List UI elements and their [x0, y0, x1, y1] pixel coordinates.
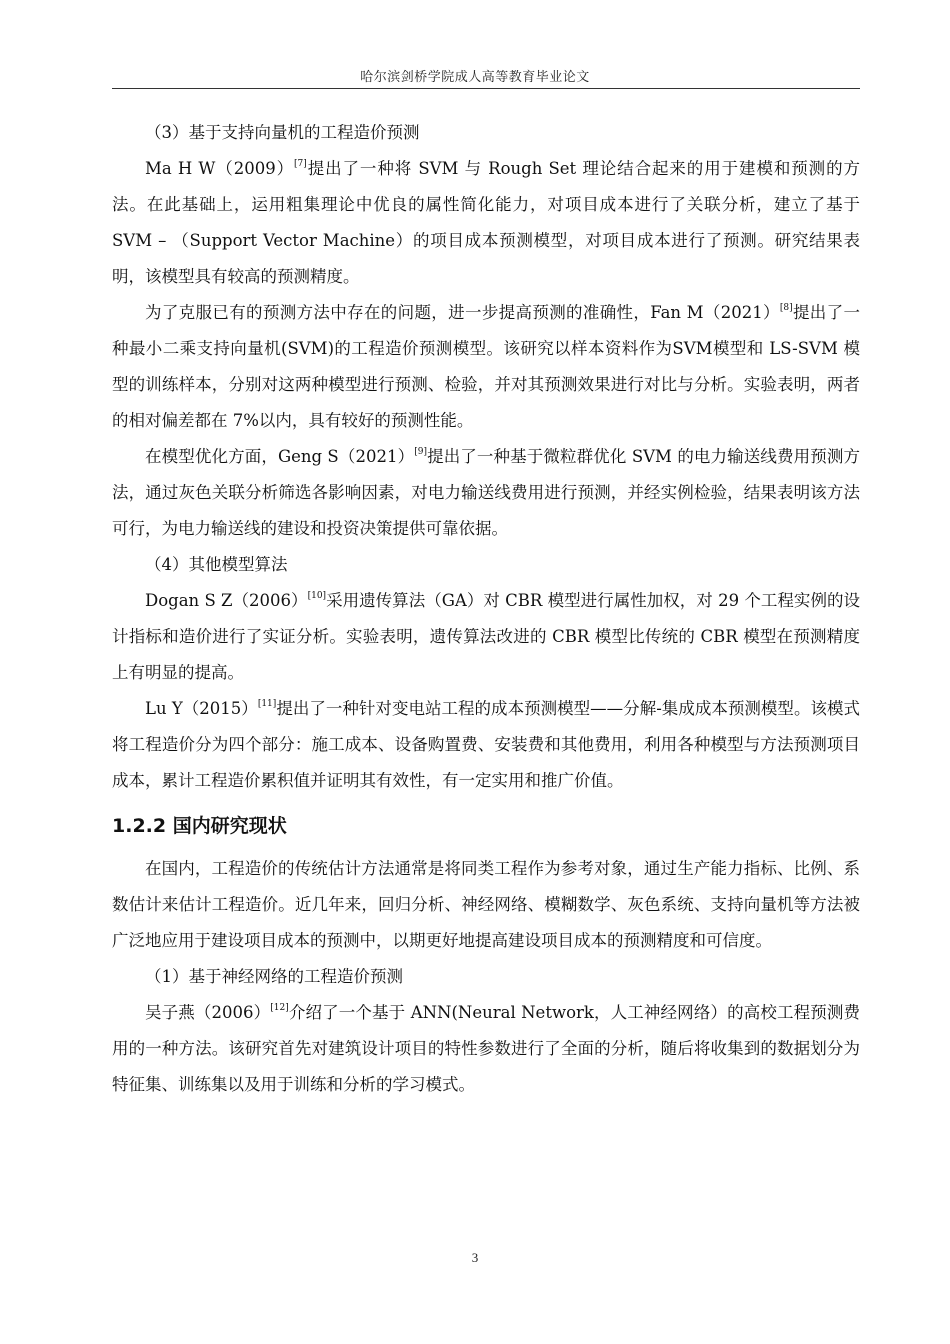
- header-rule: [112, 88, 860, 89]
- paragraph-wu-ziyan: [112, 995, 860, 1103]
- reference-marker: [10]: [307, 591, 327, 601]
- paragraph-fan-m: [112, 295, 860, 439]
- reference-marker: [8]: [779, 303, 793, 313]
- paragraph-domestic-overview: [112, 851, 860, 959]
- paragraph-text: 提出了一种最小二乘支持向量机(SVM)的工程造价预测模型。该研究以样本资料作为SVM模型和 LS-SVM 模型的训练样本，分别对这两种模型进行预测、检验，并对其预测效果进行对比与分析。实验表明，两者的相对偏差都在 7%以内，具有较好的预测性能。: [112, 303, 860, 430]
- subheading-neural-network: （1）基于神经网络的工程造价预测: [145, 967, 403, 986]
- paragraph-text: 在国内，工程造价的传统估计方法通常是将同类工程作为参考对象，通过生产能力指标、比例、系数估计来估计工程造价。近几年来，回归分析、神经网络、模糊数学、灰色系统、支持向量机等方法被广泛地应用于建设项目成本的预测中，以期更好地提高建设项目成本的预测精度和可信度。: [112, 859, 860, 950]
- paragraph-text: 提出了一种针对变电站工程的成本预测模型——分解-集成成本预测模型。该模式将工程造价分为四个部分：施工成本、设备购置费、安装费和其他费用，利用各种模型与方法预测项目成本，累计工程造价累积值并证明其有效性，有一定实用和推广价值。: [112, 699, 861, 790]
- citation-lead: Ma H W（2009）: [145, 159, 295, 178]
- citation-lead: 在模型优化方面，Geng S（2021）: [145, 447, 415, 466]
- citation-lead: 为了克服已有的预测方法中存在的问题，进一步提高预测的准确性，Fan M（2021）: [145, 303, 780, 322]
- paragraph-text: 采用遗传算法（GA）对 CBR 模型进行属性加权，对 29 个工程实例的设计指标和造价进行了实证分析。实验表明，遗传算法改进的 CBR 模型比传统的 CBR 模型在预测精度上有明显的提高。: [112, 591, 860, 682]
- running-header: 哈尔滨剑桥学院成人高等教育毕业论文: [360, 70, 590, 85]
- paragraph-text: 提出了一种将 SVM 与 Rough Set 理论结合起来的用于建模和预测的方法。在此基础上，运用粗集理论中优良的属性简化能力，对项目成本进行了关联分析，建立了基于 SVM – （Support Vector Machine）的项目成本预测模型，对项目成本进行了预测。研究结果表明，该模型具有较高的预测精度。: [112, 159, 860, 286]
- paragraph-text: 提出了一种基于微粒群优化 SVM 的电力输送线费用预测方法，通过灰色关联分析筛选各影响因素，对电力输送线费用进行预测，并经实例检验，结果表明该方法可行，为电力输送线的建设和投资决策提供可靠依据。: [112, 447, 860, 538]
- section-heading: 1.2.2 国内研究现状: [112, 815, 287, 837]
- paragraph-text: 介绍了一个基于 ANN(Neural Network，人工神经网络）的高校工程预测费用的一种方法。该研究首先对建筑设计项目的特性参数进行了全面的分析，随后将收集到的数据划分为特征集、训练集以及用于训练和分析的学习模式。: [112, 1003, 860, 1094]
- body-text: [112, 115, 860, 1103]
- paragraph-geng-s: [112, 439, 860, 547]
- subheading-svm: （3）基于支持向量机的工程造价预测: [145, 123, 420, 142]
- reference-marker: [7]: [294, 159, 307, 169]
- citation-lead: Dogan S Z（2006）: [145, 591, 308, 610]
- citation-lead: 吴子燕（2006）: [145, 1003, 271, 1022]
- paragraph-lu-y: [112, 691, 860, 799]
- reference-marker: [9]: [414, 447, 427, 457]
- paragraph-dogan: [112, 583, 860, 691]
- reference-marker: [11]: [257, 699, 277, 709]
- reference-marker: [12]: [270, 1003, 289, 1013]
- citation-lead: Lu Y（2015）: [145, 699, 258, 718]
- subheading-other-models: （4）其他模型算法: [145, 555, 288, 574]
- page-number: 3: [471, 1250, 479, 1265]
- paragraph-ma-hw: [112, 151, 860, 295]
